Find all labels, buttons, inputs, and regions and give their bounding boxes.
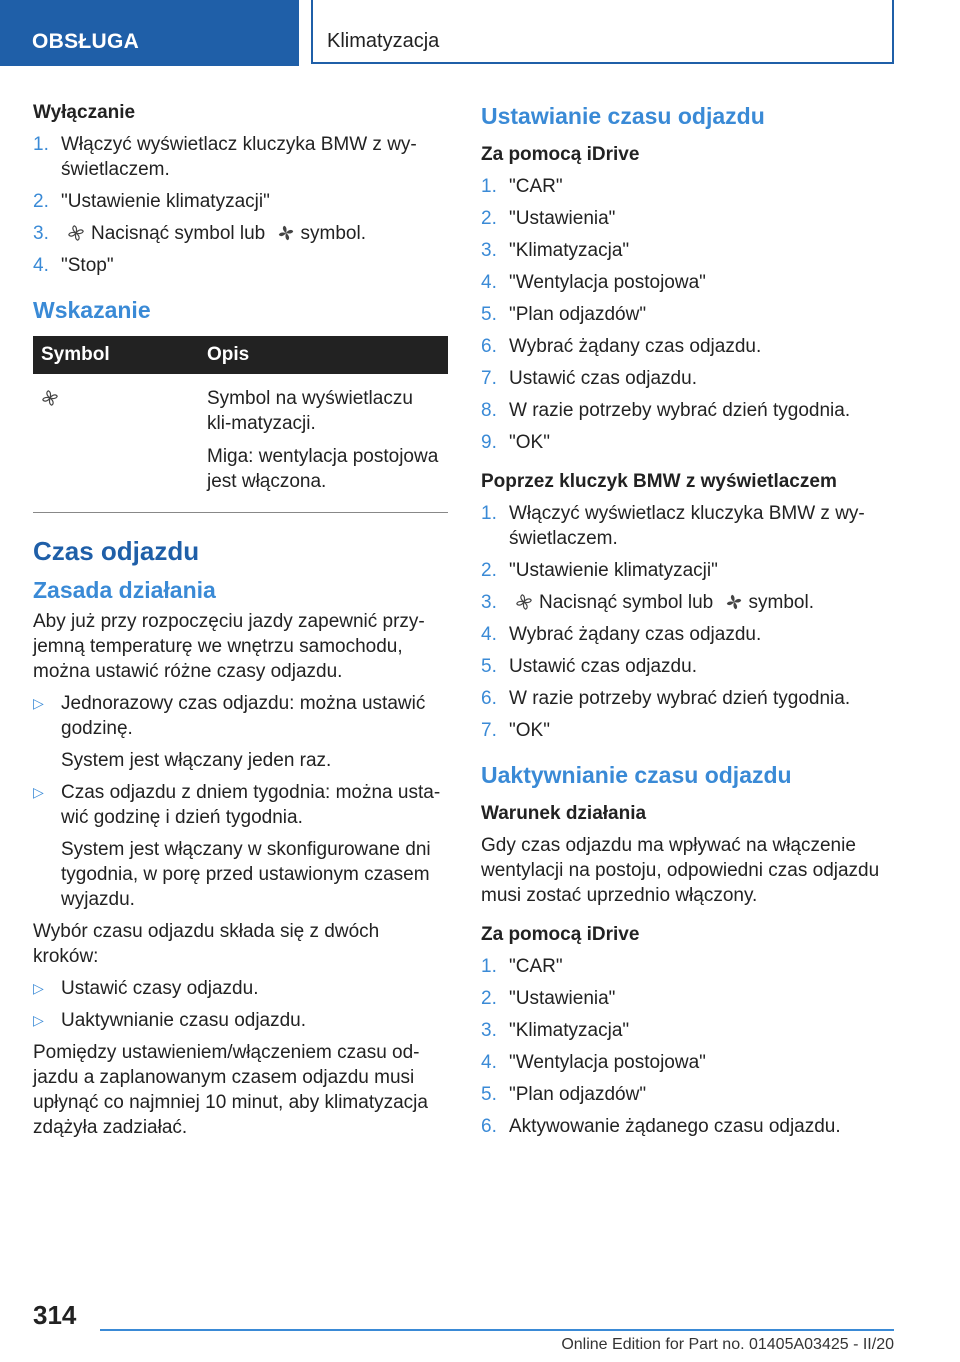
table-header-desc: Opis bbox=[199, 336, 448, 374]
list-item: 5. "Plan odjazdów" bbox=[481, 1084, 647, 1105]
list-item: 4. Wybrać żądany czas odjazdu. bbox=[481, 624, 762, 645]
page-number: 314 bbox=[33, 1300, 77, 1330]
list-item: 8. W razie potrzeby wybrać dzień tygodnia. bbox=[481, 400, 851, 421]
bullet-note: System jest włączany w skonfigurowane dni tygodnia, w porę przed ustawionym czasem wyjazdu. bbox=[61, 839, 431, 910]
table-cell-desc: Symbol na wyświetlaczu kli-matyzacji. Miga: wentylacja postojowa jest włączona. bbox=[207, 388, 439, 492]
condition-text: Gdy czas odjazdu ma wpływać na włączenie wentylacji na postoju, odpowiedni czas odjazdu musi zostać uprzednio włączony. bbox=[481, 835, 880, 906]
list-item: 4. "Wentylacja postojowa" bbox=[481, 1052, 706, 1073]
header-chapter-label: Klimatyzacja bbox=[327, 30, 440, 52]
closing-text: Pomiędzy ustawieniem/włączeniem czasu od-jazdu a zaplanowanym czasem odjazdu musi upłynąć co najmniej 10 minut, aby klimatyzacja zdążyła zadziałać. bbox=[33, 1042, 428, 1138]
list-item: 1. Włączyć wyświetlacz kluczyka BMW z wy-świetlaczem. bbox=[481, 503, 865, 549]
bullet-note: System jest włączany jeden raz. bbox=[61, 750, 332, 771]
list-item: 6. Aktywowanie żądanego czasu odjazdu. bbox=[481, 1116, 841, 1137]
fan-filled-icon bbox=[725, 593, 743, 611]
fan-outline-icon bbox=[515, 593, 533, 611]
fan-outline-icon bbox=[41, 389, 59, 407]
header-section-tab bbox=[0, 0, 299, 66]
departure-title: Czas odjazdu bbox=[33, 536, 200, 566]
table-cell-symbol bbox=[33, 374, 199, 513]
list-item: 3. "Klimatyzacja" bbox=[481, 1020, 630, 1041]
fan-filled-icon bbox=[277, 224, 295, 242]
off-steps bbox=[33, 132, 448, 278]
symbol-table bbox=[33, 336, 448, 513]
idrive2-steps bbox=[481, 954, 901, 1139]
list-item: 6. W razie potrzeby wybrać dzień tygodnia. bbox=[481, 688, 851, 709]
hint-title: Wskazanie bbox=[33, 297, 151, 323]
list-item: 5. Ustawić czas odjazdu. bbox=[481, 656, 697, 677]
choice-text: Wybór czasu odjazdu składa się z dwóch kroków: bbox=[33, 921, 380, 967]
right-column bbox=[481, 100, 901, 1147]
list-item: 1. Włączyć wyświetlacz kluczyka BMW z wy-świetlaczem. bbox=[33, 134, 417, 180]
list-item: 3. Nacisnąć symbol lub symbol. bbox=[33, 223, 366, 244]
key-title: Poprzez kluczyk BMW z wyświetlaczem bbox=[481, 471, 837, 492]
list-item: ▷ Uaktywnianie czasu odjazdu. bbox=[33, 1010, 307, 1031]
list-item: 3. Nacisnąć symbol lub symbol. bbox=[481, 592, 814, 613]
list-item: 7. Ustawić czas odjazdu. bbox=[481, 368, 697, 389]
list-item: 1. "CAR" bbox=[481, 956, 563, 977]
list-item: 2. "Ustawienia" bbox=[481, 988, 616, 1009]
footer-edition: Online Edition for Part no. 01405A03425 - II/20 bbox=[561, 1336, 894, 1353]
list-item: 2. "Ustawienie klimatyzacji" bbox=[481, 560, 718, 581]
list-item: 3. "Klimatyzacja" bbox=[481, 240, 630, 261]
table-row bbox=[33, 374, 448, 513]
table-header-symbol: Symbol bbox=[33, 336, 199, 374]
list-item: 4. "Stop" bbox=[33, 255, 114, 276]
principle-title: Zasada działania bbox=[33, 577, 216, 603]
list-item: 6. Wybrać żądany czas odjazdu. bbox=[481, 336, 762, 357]
list-item: 1. "CAR" bbox=[481, 176, 563, 197]
header-chapter-box bbox=[311, 0, 894, 64]
fan-outline-icon bbox=[67, 224, 85, 242]
off-title: Wyłączanie bbox=[33, 102, 136, 123]
list-item: 9. "OK" bbox=[481, 432, 550, 453]
list-item: 2. "Ustawienie klimatyzacji" bbox=[33, 191, 270, 212]
idrive-title: Za pomocą iDrive bbox=[481, 144, 640, 165]
list-item: 5. "Plan odjazdów" bbox=[481, 304, 647, 325]
idrive-steps bbox=[481, 174, 901, 455]
header-section-label: OBSŁUGA bbox=[32, 30, 140, 53]
list-item: 4. "Wentylacja postojowa" bbox=[481, 272, 706, 293]
list-item: ▷ Czas odjazdu z dniem tygodnia: można usta-wić godzinę i dzień tygodnia. bbox=[33, 782, 441, 828]
list-item: 2. "Ustawienia" bbox=[481, 208, 616, 229]
activate-title: Uaktywnianie czasu odjazdu bbox=[481, 762, 792, 788]
principle-text: Aby już przy rozpoczęciu jazdy zapewnić przy-jemną temperaturę we wnętrzu samochodu, można ustawić różne czasy odjazdu. bbox=[33, 611, 425, 682]
list-item: 7. "OK" bbox=[481, 720, 550, 741]
footer-divider bbox=[100, 1329, 894, 1331]
list-item: ▷ Jednorazowy czas odjazdu: można ustawić godzinę. bbox=[33, 693, 426, 739]
condition-title: Warunek działania bbox=[481, 803, 647, 824]
key-steps bbox=[481, 501, 901, 743]
set-title: Ustawianie czasu odjazdu bbox=[481, 103, 765, 129]
left-column bbox=[33, 100, 448, 1147]
idrive2-title: Za pomocą iDrive bbox=[481, 924, 640, 945]
list-item: ▷ Ustawić czasy odjazdu. bbox=[33, 978, 259, 999]
